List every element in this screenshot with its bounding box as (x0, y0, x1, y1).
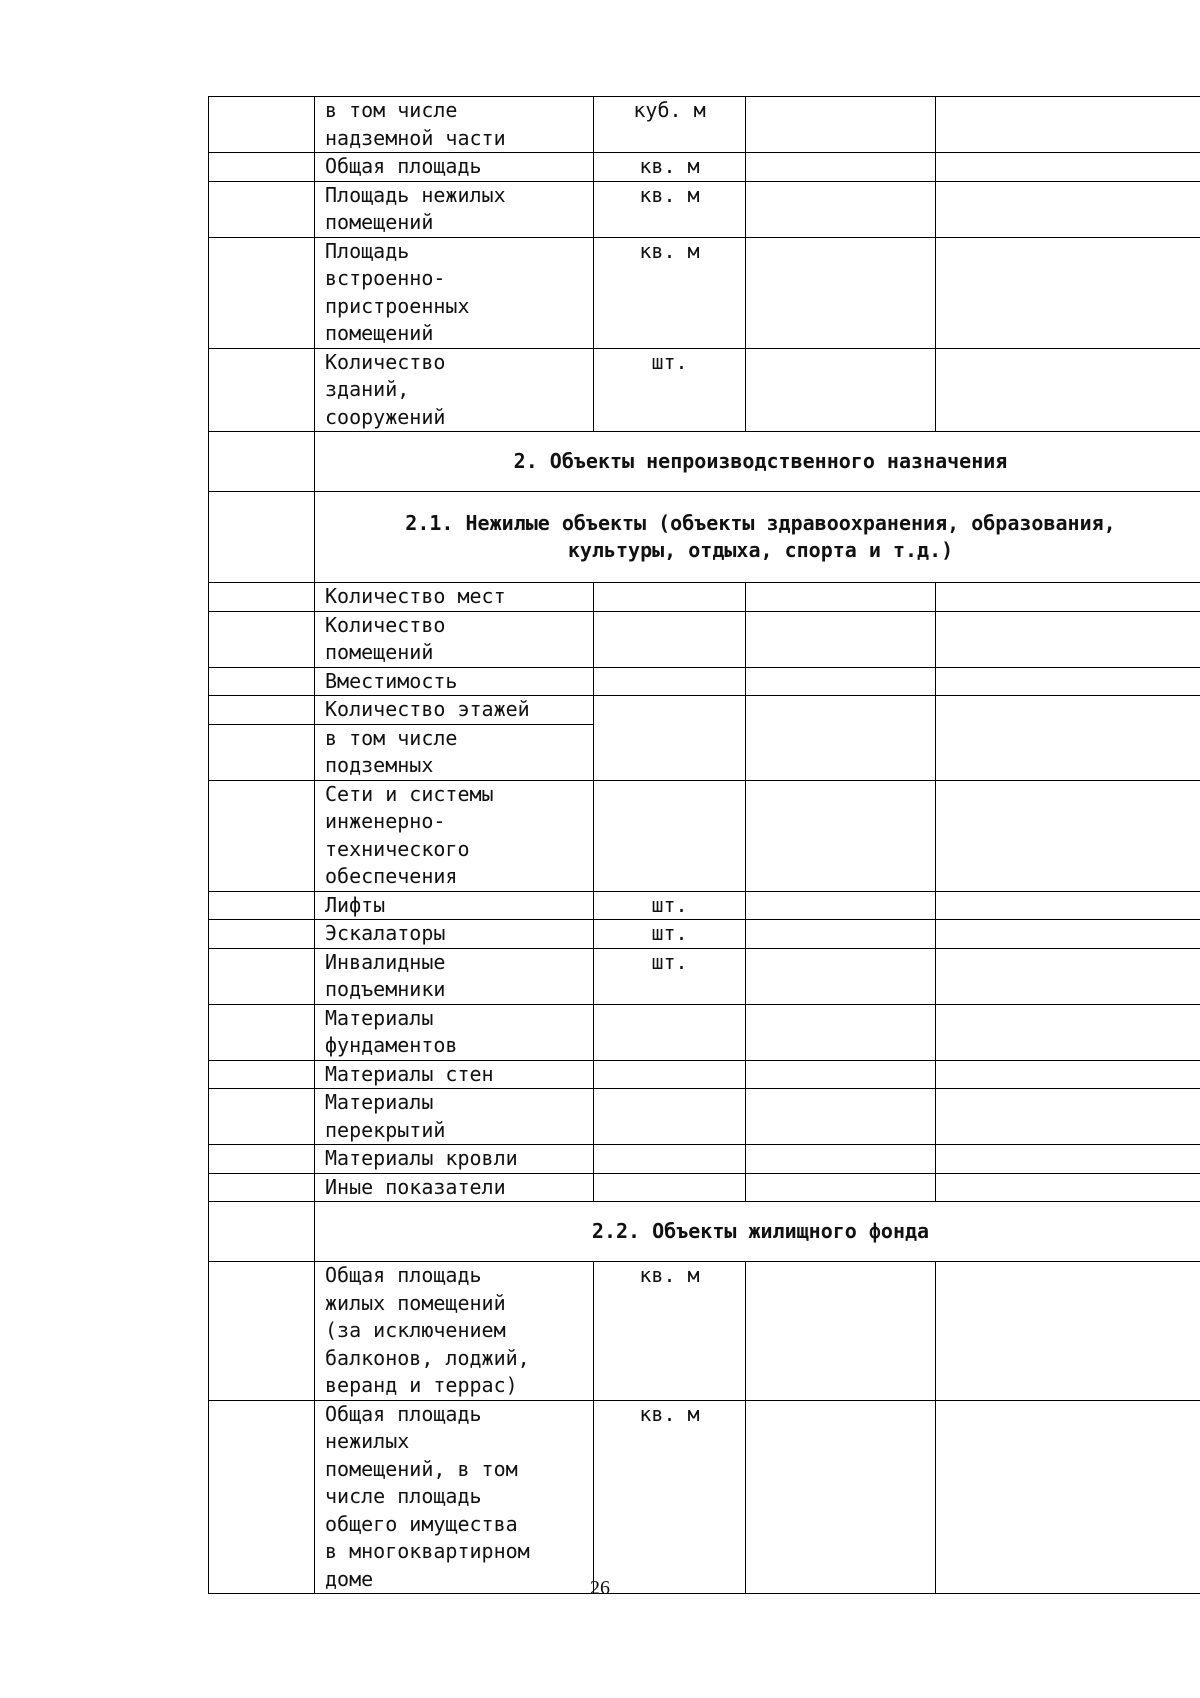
value-cell (746, 611, 936, 667)
table-row (209, 1145, 1200, 1174)
indicator-label: Материалы кровли (315, 1145, 594, 1174)
table-row (209, 1262, 1200, 1401)
value-cell (746, 1089, 936, 1145)
index-cell (209, 611, 315, 667)
unit-cell (594, 667, 746, 696)
unit-cell: шт. (594, 891, 746, 920)
unit-cell: шт. (594, 920, 746, 949)
value-cell (746, 237, 936, 348)
value-cell (936, 780, 1200, 891)
indicator-label: Эскалаторы (315, 920, 594, 949)
value-cell (936, 181, 1200, 237)
value-cell (746, 1145, 936, 1174)
index-cell (209, 181, 315, 237)
value-cell (746, 97, 936, 153)
table-row (209, 348, 1200, 432)
table-row (209, 780, 1200, 891)
index-cell (209, 1060, 315, 1089)
index-cell (209, 153, 315, 182)
value-cell (746, 920, 936, 949)
value-cell (936, 153, 1200, 182)
unit-cell (594, 696, 746, 781)
unit-cell (594, 1173, 746, 1202)
table-row (209, 237, 1200, 348)
unit-cell (594, 583, 746, 612)
unit-cell (594, 1145, 746, 1174)
index-cell (209, 492, 315, 583)
table-row (209, 583, 1200, 612)
value-cell (936, 696, 1200, 781)
value-cell (936, 1262, 1200, 1401)
value-cell (936, 1173, 1200, 1202)
index-cell (209, 583, 315, 612)
unit-cell: шт. (594, 948, 746, 1004)
indicator-label: Инвалидные подъемники (315, 948, 594, 1004)
indicator-label: Общая площадь жилых помещений (за исключением балконов, лоджий, веранд и террас) (315, 1262, 594, 1401)
indicator-label: Общая площадь (315, 153, 594, 182)
value-cell (746, 1173, 936, 1202)
table-row (209, 1173, 1200, 1202)
value-cell (936, 611, 1200, 667)
indicator-label: Иные показатели (315, 1173, 594, 1202)
index-cell (209, 920, 315, 949)
unit-cell: кв. м (594, 237, 746, 348)
indicator-label: Сети и системы инженерно- технического обеспечения (315, 780, 594, 891)
section-row (209, 432, 1200, 492)
indicator-label: Количество зданий, сооружений (315, 348, 594, 432)
page-number: 26 (590, 1577, 610, 1599)
table-row (209, 1004, 1200, 1060)
unit-cell: кв. м (594, 1400, 746, 1594)
value-cell (746, 780, 936, 891)
index-cell (209, 1089, 315, 1145)
indicator-label: Количество помещений (315, 611, 594, 667)
value-cell (746, 1060, 936, 1089)
unit-cell (594, 1060, 746, 1089)
value-cell (746, 153, 936, 182)
value-cell (936, 583, 1200, 612)
index-cell (209, 97, 315, 153)
value-cell (936, 920, 1200, 949)
value-cell (936, 1400, 1200, 1594)
value-cell (746, 696, 936, 781)
unit-cell (594, 1004, 746, 1060)
table-row (209, 667, 1200, 696)
index-cell (209, 696, 315, 725)
index-cell (209, 780, 315, 891)
unit-cell: кв. м (594, 153, 746, 182)
value-cell (746, 1262, 936, 1401)
indicator-label: Лифты (315, 891, 594, 920)
indicator-label: в том числе подземных (315, 724, 594, 780)
indicator-label: Количество мест (315, 583, 594, 612)
unit-cell: куб. м (594, 97, 746, 153)
indicator-label: Вместимость (315, 667, 594, 696)
value-cell (936, 667, 1200, 696)
value-cell (936, 237, 1200, 348)
value-cell (936, 1004, 1200, 1060)
value-cell (746, 948, 936, 1004)
indicator-label: Площадь нежилых помещений (315, 181, 594, 237)
value-cell (746, 348, 936, 432)
value-cell (936, 1089, 1200, 1145)
table-row (209, 891, 1200, 920)
indicators-table (208, 96, 1200, 1594)
value-cell (746, 891, 936, 920)
table-row (209, 611, 1200, 667)
value-cell (746, 1400, 936, 1594)
unit-cell (594, 1089, 746, 1145)
indicator-label: Общая площадь нежилых помещений, в том числе площадь общего имущества в многоквартирном доме (315, 1400, 594, 1594)
indicator-label: Количество этажей (315, 696, 594, 725)
value-cell (936, 948, 1200, 1004)
index-cell (209, 724, 315, 780)
indicator-label: Материалы стен (315, 1060, 594, 1089)
table-row (209, 1089, 1200, 1145)
unit-cell (594, 611, 746, 667)
index-cell (209, 667, 315, 696)
index-cell (209, 1145, 315, 1174)
index-cell (209, 1173, 315, 1202)
table-row (209, 1400, 1200, 1594)
index-cell (209, 1400, 315, 1594)
unit-cell: кв. м (594, 181, 746, 237)
section-row (209, 492, 1200, 583)
section-heading: 2. Объекты непроизводственного назначения (315, 432, 1200, 492)
value-cell (936, 348, 1200, 432)
unit-cell (594, 780, 746, 891)
value-cell (746, 583, 936, 612)
value-cell (746, 667, 936, 696)
table-row (209, 948, 1200, 1004)
unit-cell: кв. м (594, 1262, 746, 1401)
index-cell (209, 1202, 315, 1262)
indicator-label: в том числе надземной части (315, 97, 594, 153)
subsection-heading: 2.1. Нежилые объекты (объекты здравоохранения, образования, культуры, отдыха, спорта и т.д.) (315, 492, 1200, 583)
value-cell (936, 97, 1200, 153)
index-cell (209, 1004, 315, 1060)
table-row (209, 181, 1200, 237)
index-cell (209, 432, 315, 492)
table-row (209, 153, 1200, 182)
indicator-label: Площадь встроенно- пристроенных помещений (315, 237, 594, 348)
table-row (209, 97, 1200, 153)
indicator-label: Материалы фундаментов (315, 1004, 594, 1060)
table-row (209, 1060, 1200, 1089)
index-cell (209, 891, 315, 920)
indicator-label: Материалы перекрытий (315, 1089, 594, 1145)
value-cell (936, 1145, 1200, 1174)
value-cell (746, 181, 936, 237)
index-cell (209, 1262, 315, 1401)
section-row (209, 1202, 1200, 1262)
unit-cell: шт. (594, 348, 746, 432)
index-cell (209, 948, 315, 1004)
index-cell (209, 348, 315, 432)
value-cell (936, 1060, 1200, 1089)
subsection-heading: 2.2. Объекты жилищного фонда (315, 1202, 1200, 1262)
table-row (209, 696, 1200, 725)
value-cell (936, 891, 1200, 920)
index-cell (209, 237, 315, 348)
table-row (209, 920, 1200, 949)
value-cell (746, 1004, 936, 1060)
